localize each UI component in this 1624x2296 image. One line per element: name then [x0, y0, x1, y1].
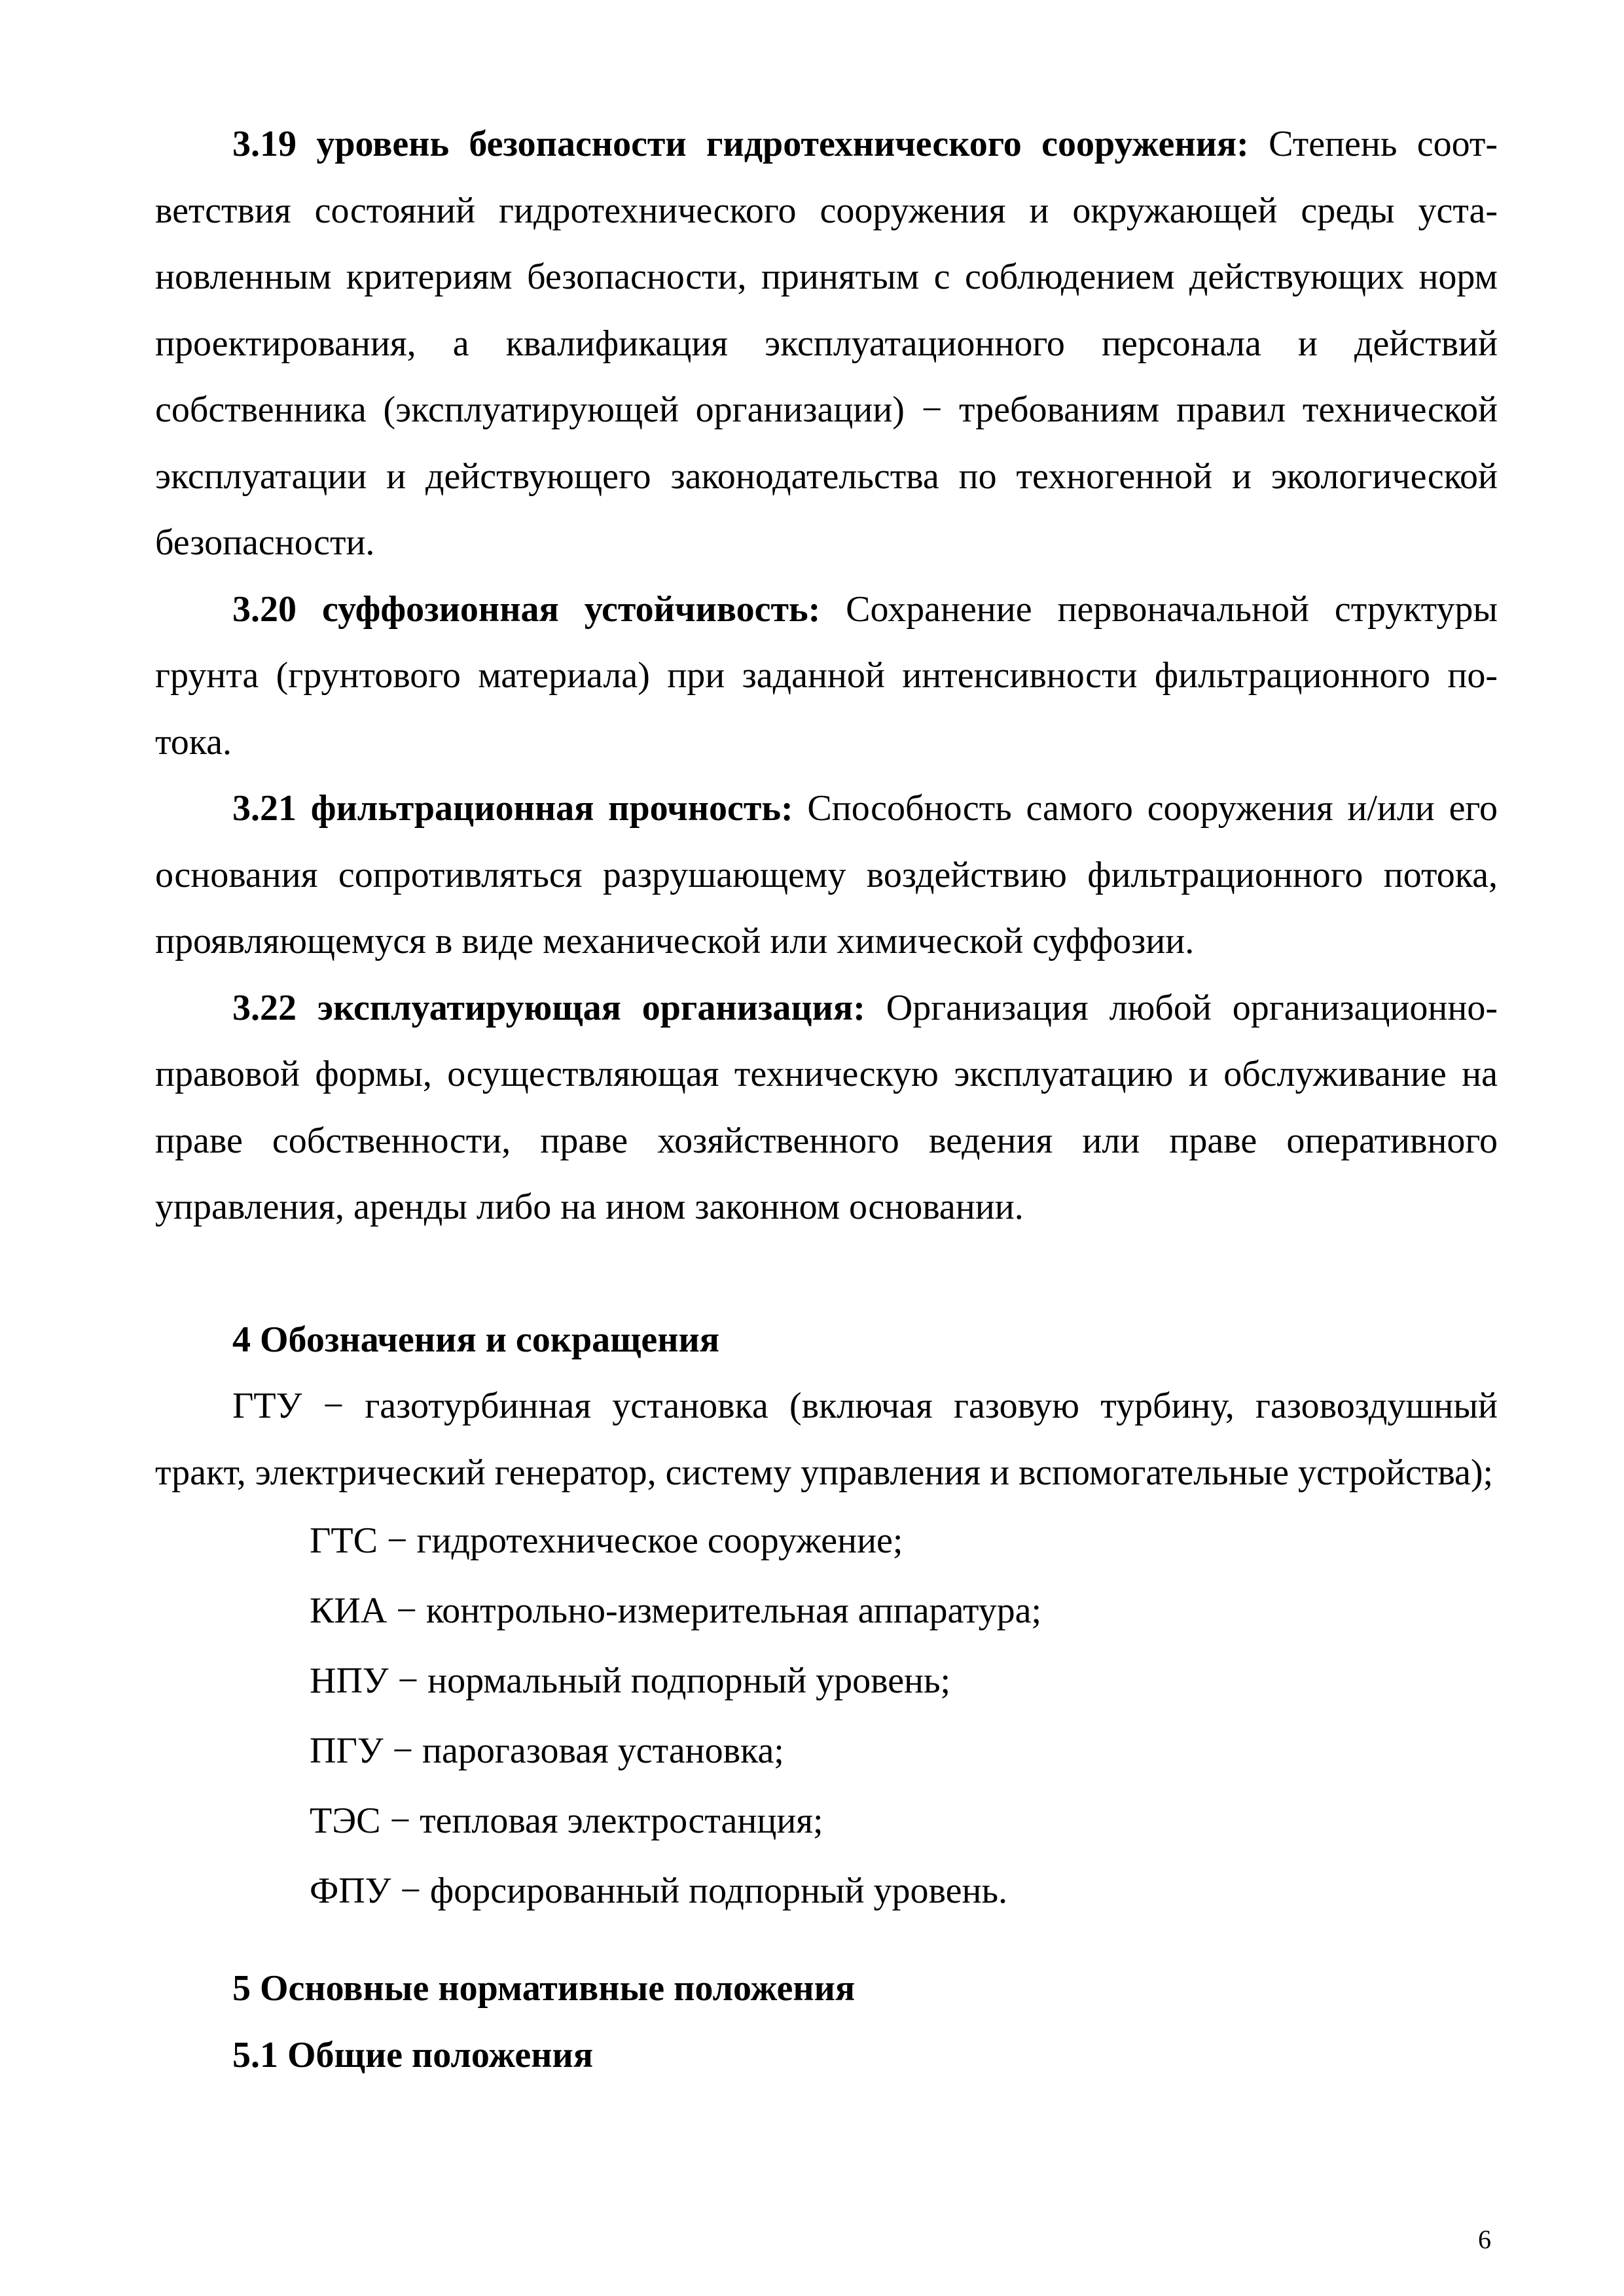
definition-text: Способность самого сооружения и/или его основания сопротивляться разрушающему воздействию фильтрационного потока, проявляющемуся в виде механической или химической суффозии.	[155, 788, 1498, 961]
section-5-1-heading: 5.1 Общие положения	[232, 2034, 594, 2075]
abbr-code: НПУ −	[310, 1660, 419, 1701]
definition-3-20	[155, 577, 1498, 776]
abbr-code: ФПУ −	[310, 1871, 421, 1911]
abbr-gtu: ГТУ − газотурбинная установка (включая газовую турбину, газовоздушный тракт, электрический генератор, систему управления и вспомогательные устройства);	[155, 1386, 1498, 1493]
definition-text: Степень соответствия состояний гидротехнического сооружения и окружающей среды установленным критериям безопасности, принятым с соблюдением действующих норм проектирования, а квалификация эксплуатационного персонала и действий собственника (эксплуатирующей организации) − требованиям правил технической эксплуатации и действующего законодательства по техногенной и экологической безопасности.	[155, 124, 1498, 563]
document-page	[155, 111, 1498, 2089]
section-spacer	[155, 1241, 1498, 1307]
section-5-heading: 5 Основные нормативные положения	[232, 1968, 856, 2009]
abbr-text: нормальный подпорный уровень;	[427, 1660, 951, 1701]
section-4-heading: 4 Обозначения и сокращения	[232, 1319, 720, 1360]
section-spacer	[155, 1926, 1498, 1956]
definition-term: 3.21 фильтрационная прочность:	[232, 788, 793, 829]
abbr-item-gts	[155, 1506, 1498, 1576]
abbr-code: ПГУ −	[310, 1731, 414, 1771]
abbr-text: парогазовая установка;	[422, 1731, 784, 1771]
abbr-item-pgu	[155, 1716, 1498, 1786]
abbr-code: КИА −	[310, 1590, 417, 1631]
page-number: 6	[1478, 2225, 1491, 2254]
definition-term: 3.19 уровень безопасности гидротехнического сооружения:	[232, 124, 1249, 164]
abbr-item-tes	[155, 1786, 1498, 1856]
definition-text: Сохранение первоначальной структуры грунта (грунтового материала) при заданной интенсивности фильтрационного потока.	[155, 588, 1498, 762]
definition-3-19	[155, 111, 1498, 577]
definition-term: 3.20 суффозионная устойчивость:	[232, 588, 821, 630]
definition-3-22	[155, 975, 1498, 1241]
abbr-code: ТЭС −	[310, 1801, 411, 1841]
abbr-item-npu	[155, 1646, 1498, 1716]
abbr-text: форсированный подпорный уровень.	[429, 1871, 1007, 1911]
abbr-text: контрольно-измерительная аппаратура;	[425, 1590, 1042, 1631]
abbr-item-kia	[155, 1576, 1498, 1646]
definition-term: 3.22 эксплуатирующая организация:	[232, 987, 865, 1028]
definition-3-21	[155, 776, 1498, 975]
abbr-code: ГТС −	[310, 1520, 408, 1561]
abbr-text: гидротехническое сооружение;	[416, 1520, 903, 1561]
abbr-text: тепловая электростанция;	[420, 1801, 823, 1841]
abbreviation-list	[155, 1506, 1498, 1926]
abbr-item-fpu	[155, 1856, 1498, 1926]
definition-text: Организация любой организационно-правовой формы, осуществляющая техническую эксплуатацию и обслуживание на праве собственности, праве хозяйственного ведения или праве оперативного управления, аренды либо на ином законном основании.	[155, 987, 1498, 1227]
